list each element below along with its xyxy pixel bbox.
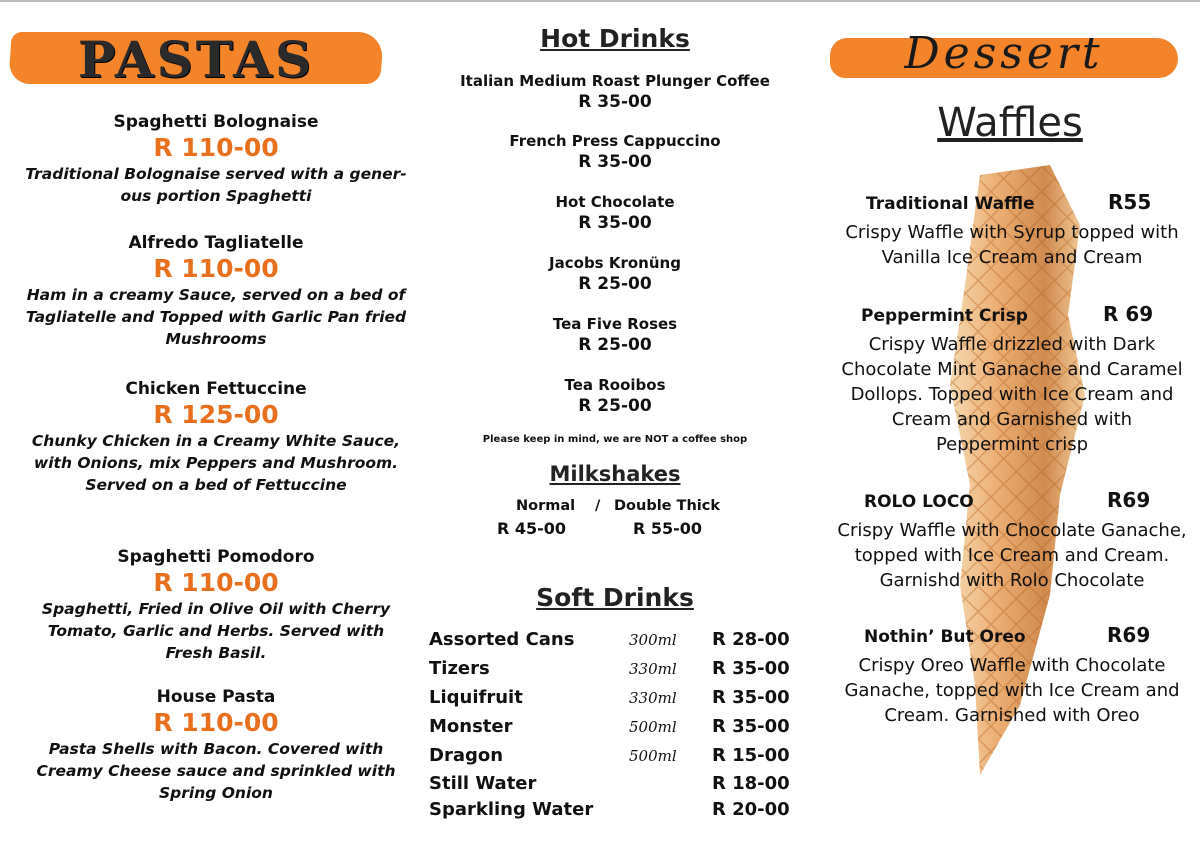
- pastas-banner: [10, 24, 382, 88]
- milkshake-double-label: Double Thick: [614, 498, 720, 514]
- hot-drink-item: [420, 376, 810, 416]
- drink-name: Tea Rooibos: [564, 376, 666, 394]
- pasta-desc: Ham in a creamy Sauce, served on a bed of Tagliatelle and Topped with Garlic Pan fried Mushrooms: [25, 286, 407, 348]
- soft-drink-size: 330ml: [629, 660, 677, 678]
- waffle-price: R69: [1107, 623, 1151, 647]
- pasta-name: Spaghetti Pomodoro: [117, 547, 315, 567]
- waffle-desc: Crispy Waffle with Chocolate Ganache, topped with Ice Cream and Cream. Garnishd with Rolo Chocolate: [837, 520, 1187, 591]
- soft-drink-row: [429, 716, 799, 744]
- milkshake-separator: /: [595, 498, 601, 514]
- waffle-name: ROLO LOCO: [864, 492, 974, 512]
- soft-drink-row: [429, 745, 799, 773]
- waffle-item: [832, 190, 1192, 270]
- drink-name: Jacobs Kronüng: [549, 254, 681, 272]
- soft-drink-size: 330ml: [629, 689, 677, 707]
- hot-drink-item: [420, 254, 810, 294]
- soft-drink-price: R 35-00: [712, 716, 790, 737]
- soft-drink-price: R 35-00: [712, 658, 790, 679]
- drink-price: R 35-00: [578, 92, 652, 112]
- drink-name: Tea Five Roses: [552, 315, 678, 333]
- drink-price: R 25-00: [578, 396, 652, 416]
- pasta-price: R 110-00: [153, 133, 279, 162]
- milkshakes-heading: Milkshakes: [549, 462, 681, 486]
- drink-name: Italian Medium Roast Plunger Coffee: [460, 72, 770, 90]
- pastas-title: PASTAS: [77, 30, 315, 89]
- soft-drink-name: Sparkling Water: [429, 799, 594, 820]
- pasta-price: R 110-00: [153, 254, 279, 283]
- waffle-price: R69: [1107, 488, 1151, 512]
- soft-drinks-title: [420, 583, 810, 612]
- hot-drink-item: [420, 132, 810, 172]
- soft-drink-name: Liquifruit: [429, 687, 523, 708]
- milkshakes-title: [420, 462, 810, 486]
- waffle-price: R 69: [1103, 302, 1154, 326]
- soft-drink-price: R 18-00: [712, 773, 790, 794]
- pasta-item: [16, 379, 416, 496]
- soft-drink-name: Tizers: [429, 658, 490, 679]
- milkshake-normal-price: R 45-00: [497, 519, 567, 538]
- soft-drink-size: 300ml: [629, 631, 677, 649]
- pasta-name: Alfredo Tagliatelle: [128, 233, 304, 253]
- dessert-banner: [830, 28, 1180, 82]
- soft-drink-row: [429, 629, 799, 657]
- soft-drink-size: 500ml: [629, 718, 677, 736]
- waffle-name: Traditional Waffle: [866, 194, 1035, 214]
- soft-drink-price: R 20-00: [712, 799, 790, 820]
- soft-drink-row: [429, 799, 799, 827]
- pasta-name: House Pasta: [156, 687, 276, 707]
- pasta-price: R 110-00: [153, 708, 279, 737]
- hot-drink-item: [420, 193, 810, 233]
- soft-drink-price: R 35-00: [712, 687, 790, 708]
- pasta-desc: Pasta Shells with Bacon. Covered with Creamy Cheese sauce and sprinkled with Spring Onion: [36, 740, 396, 802]
- pasta-price: R 110-00: [153, 568, 279, 597]
- pasta-price: R 125-00: [153, 400, 279, 429]
- pasta-name: Spaghetti Bolognaise: [113, 112, 319, 132]
- coffee-note-text: Please keep in mind, we are NOT a coffee shop: [482, 434, 748, 445]
- soft-drink-row: [429, 773, 799, 801]
- soft-drink-row: [429, 658, 799, 686]
- soft-drink-price: R 15-00: [712, 745, 790, 766]
- dessert-title: Dessert: [904, 28, 1104, 79]
- hot-drinks-title: [420, 24, 810, 53]
- milkshake-double-price: R 55-00: [633, 519, 703, 538]
- waffle-price: R55: [1108, 190, 1152, 214]
- waffle-desc: Crispy Waffle drizzled with Dark Chocolate Mint Ganache and Caramel Dollops. Topped with Ice Cream and Cream and Garnished with Peppermint crisp: [841, 334, 1183, 455]
- hot-drink-item: [420, 72, 810, 112]
- hot-drinks-heading: Hot Drinks: [540, 24, 690, 53]
- drink-name: Hot Chocolate: [555, 193, 675, 211]
- soft-drink-name: Assorted Cans: [429, 629, 575, 650]
- waffle-desc: Crispy Waffle with Syrup topped with Vanilla Ice Cream and Cream: [845, 222, 1179, 268]
- waffle-item: [832, 488, 1192, 593]
- waffle-name: Peppermint Crisp: [861, 306, 1028, 326]
- soft-drink-price: R 28-00: [712, 629, 790, 650]
- pasta-item: [16, 233, 416, 350]
- coffee-note: [420, 434, 810, 445]
- soft-drink-name: Still Water: [429, 773, 537, 794]
- drink-price: R 35-00: [578, 213, 652, 233]
- drink-price: R 25-00: [578, 335, 652, 355]
- soft-drinks-heading: Soft Drinks: [536, 583, 694, 612]
- pasta-name: Chicken Fettuccine: [125, 379, 307, 399]
- pasta-desc: Traditional Bolognaise served with a gener- ous portion Spaghetti: [25, 165, 407, 205]
- pasta-item: [16, 112, 416, 207]
- soft-drink-row: [429, 687, 799, 715]
- waffles-heading: Waffles: [937, 100, 1083, 146]
- waffle-item: [832, 302, 1192, 457]
- soft-drink-name: Monster: [429, 716, 513, 737]
- page-border: [0, 0, 1200, 2]
- pasta-desc: Spaghetti, Fried in Olive Oil with Cherry Tomato, Garlic and Herbs. Served with Fresh Basil.: [41, 600, 391, 662]
- drink-price: R 25-00: [578, 274, 652, 294]
- hot-drink-item: [420, 315, 810, 355]
- waffle-item: [832, 623, 1192, 728]
- waffle-name: Nothin’ But Oreo: [864, 627, 1026, 647]
- pasta-item: [16, 687, 416, 804]
- milkshake-normal-label: Normal: [516, 498, 576, 514]
- soft-drink-name: Dragon: [429, 745, 504, 766]
- pasta-desc: Chunky Chicken in a Creamy White Sauce, with Onions, mix Peppers and Mushroom. Served on a bed of Fettuccine: [31, 432, 401, 494]
- drink-name: French Press Cappuccino: [509, 132, 721, 150]
- waffle-desc: Crispy Oreo Waffle with Chocolate Ganache, topped with Ice Cream and Cream. Garnished with Oreo: [844, 655, 1180, 726]
- pasta-item: [16, 547, 416, 664]
- soft-drink-size: 500ml: [629, 747, 677, 765]
- drink-price: R 35-00: [578, 152, 652, 172]
